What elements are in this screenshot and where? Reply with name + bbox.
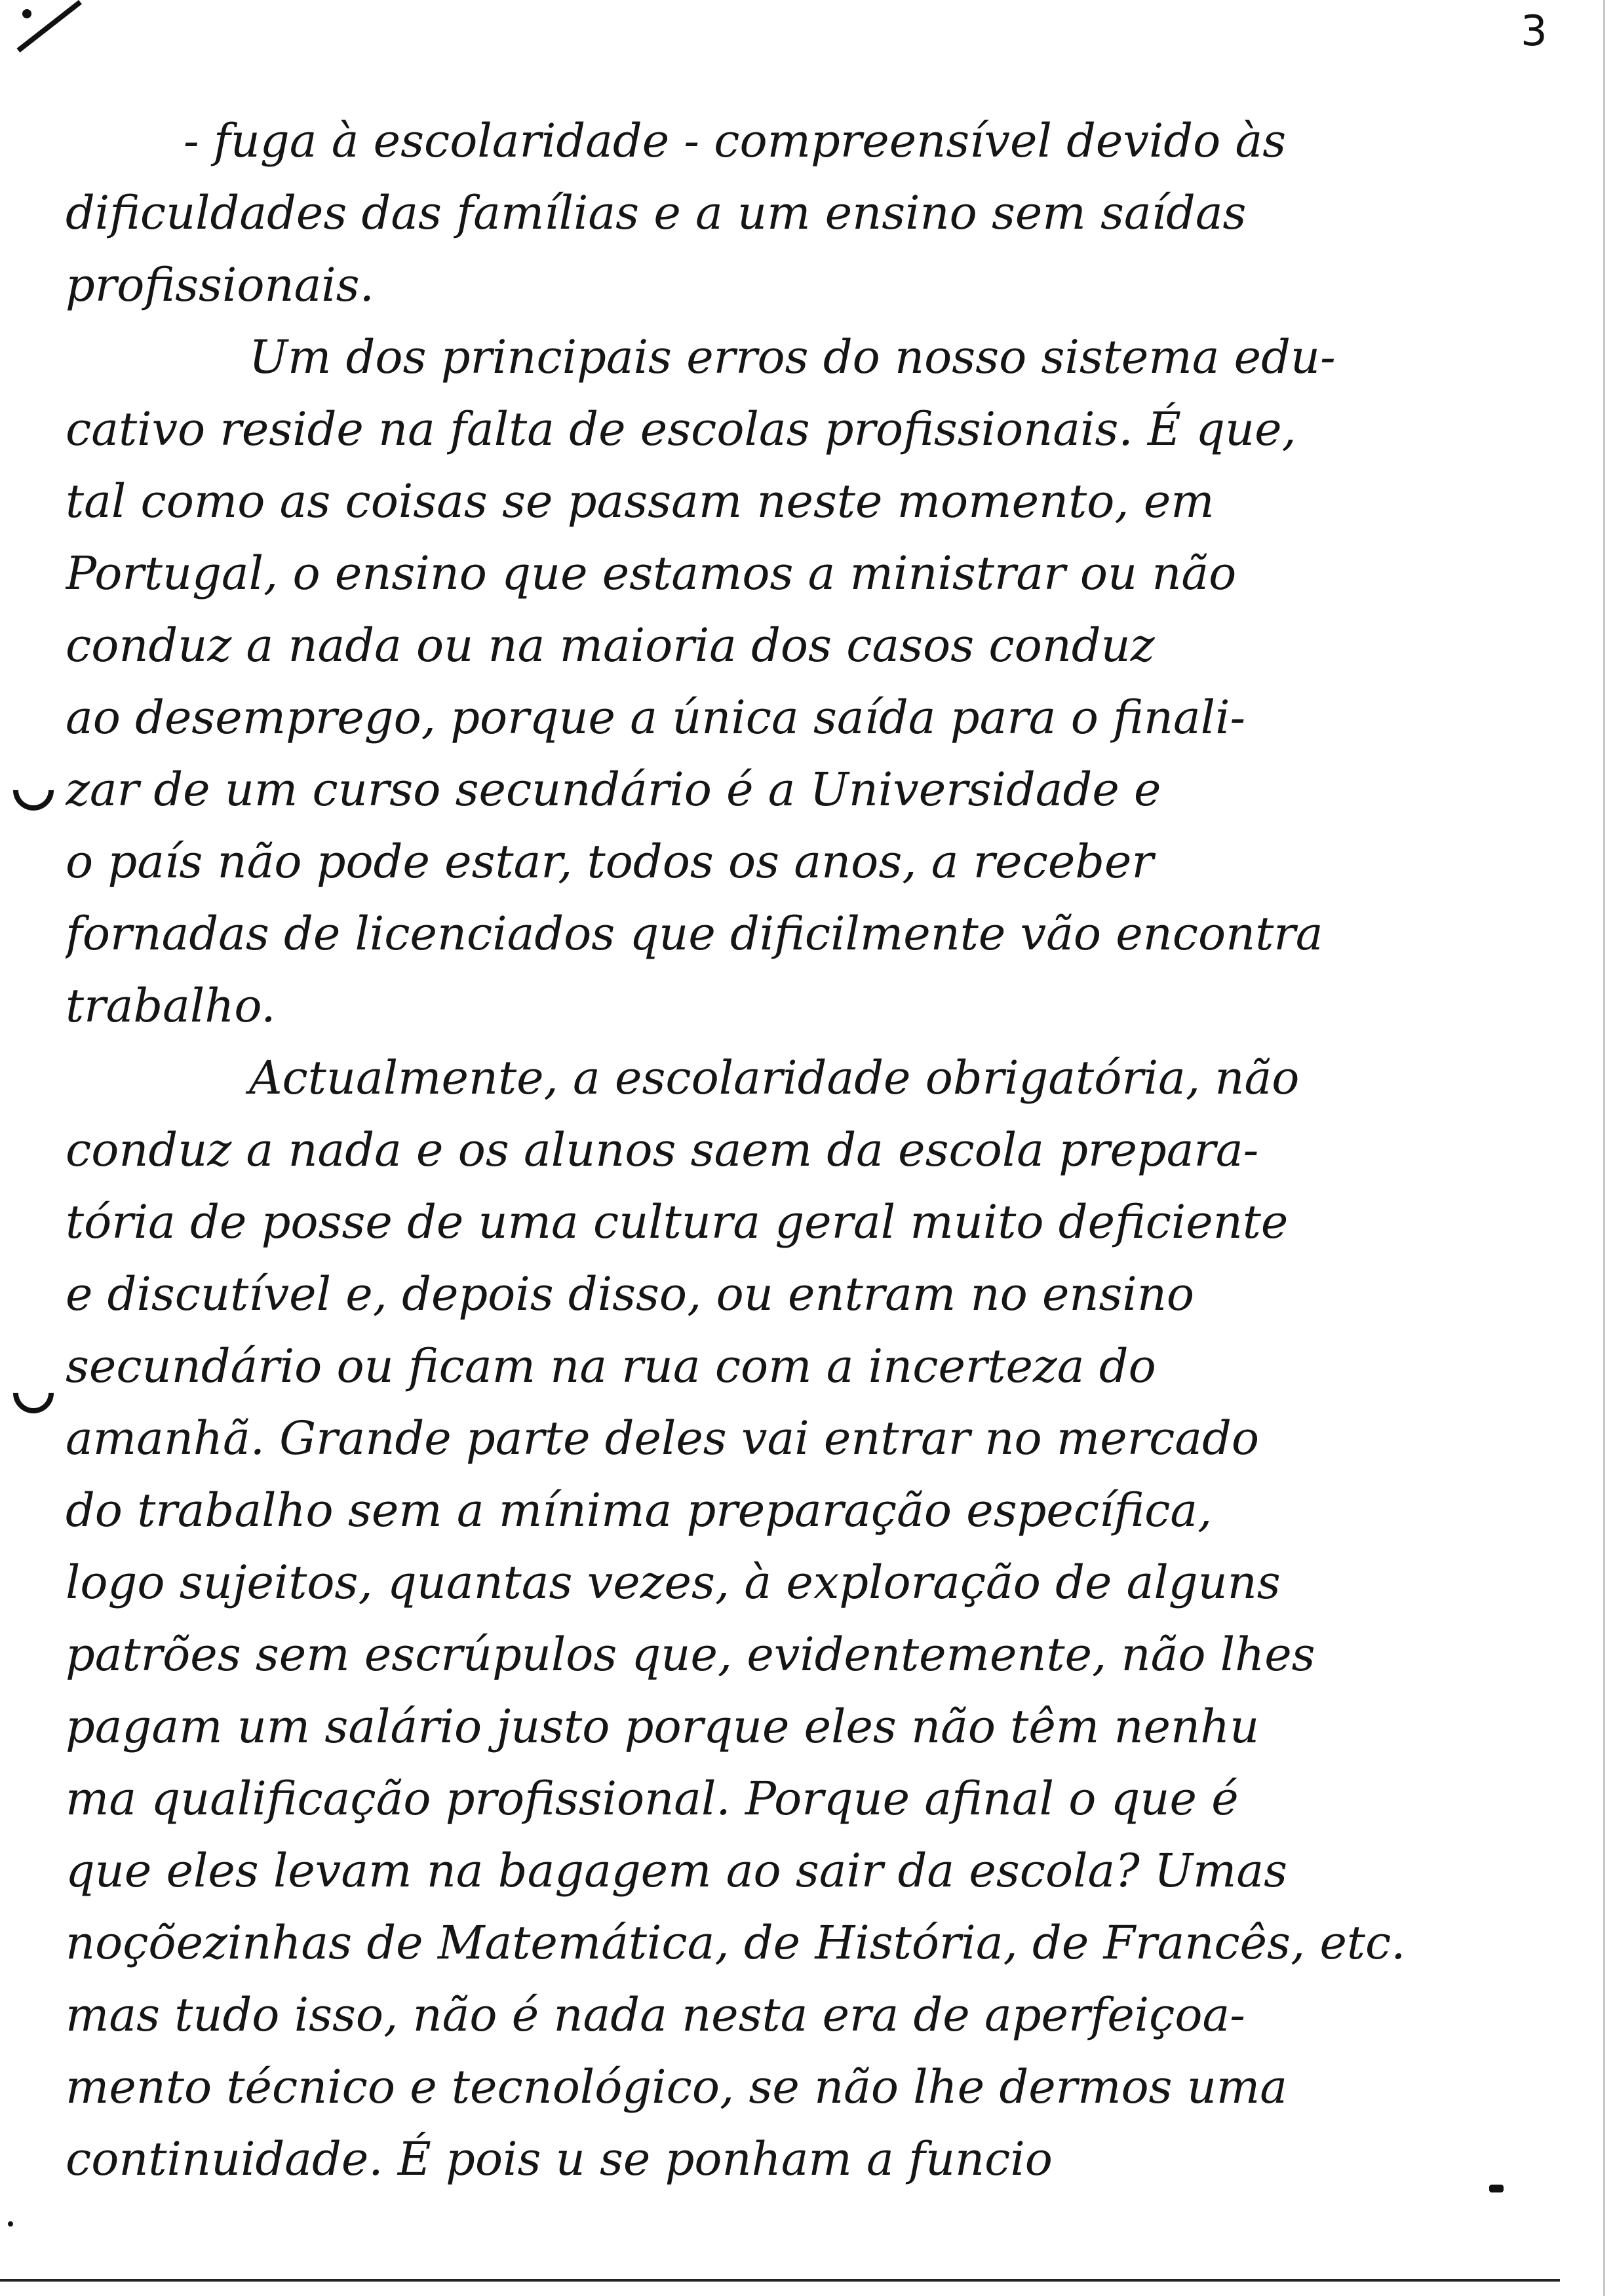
text-line: conduz a nada e os alunos saem da escola prepara- bbox=[66, 1123, 1259, 1177]
text-line: dificuldades das famílias e a um ensino sem saídas bbox=[66, 186, 1247, 240]
text-line: secundário ou ficam na rua com a incerteza do bbox=[66, 1339, 1156, 1393]
text-line: Actualmente, a escolaridade obrigatória, não bbox=[249, 1051, 1300, 1105]
text-line: que eles levam na bagagem ao sair da escola? Umas bbox=[66, 1844, 1288, 1898]
text-line: pagam um salário justo porque eles não têm nenhu bbox=[66, 1700, 1260, 1753]
text-line: profissionais. bbox=[66, 258, 374, 312]
text-line: patrões sem escrúpulos que, evidentemente, não lhes bbox=[66, 1628, 1315, 1681]
text-line: mento técnico e tecnológico, se não lhe dermos uma bbox=[66, 2060, 1288, 2114]
text-line: continuidade. É pois u se ponham a funcio bbox=[66, 2132, 1053, 2186]
corner-dot-mark bbox=[22, 9, 31, 18]
text-line: tória de posse de uma cultura geral muito deficiente bbox=[66, 1195, 1289, 1249]
text-line: tal como as coisas se passam neste momento, em bbox=[66, 474, 1215, 528]
text-line: - fuga à escolaridade - compreensível devido às bbox=[184, 114, 1287, 168]
text-line: Portugal, o ensino que estamos a ministrar ou não bbox=[66, 546, 1237, 600]
text-line: amanhã. Grande parte deles vai entrar no mercado bbox=[66, 1411, 1260, 1465]
text-line: cativo reside na falta de escolas profissionais. É que, bbox=[66, 402, 1296, 456]
text-line: ao desemprego, porque a única saída para o finali- bbox=[66, 691, 1246, 744]
bottom-rule bbox=[0, 2279, 1560, 2282]
page-number: 3 bbox=[1521, 7, 1547, 56]
margin-curve-mark bbox=[5, 761, 62, 819]
stray-ink-mark bbox=[1489, 2185, 1504, 2192]
text-line: o país não pode estar, todos os anos, a receber bbox=[66, 835, 1154, 889]
margin-curve-mark bbox=[5, 1364, 62, 1422]
text-line: noçõezinhas de Matemática, de História, de Francês, etc. bbox=[66, 1916, 1406, 1970]
handwritten-text-body bbox=[66, 105, 1586, 2195]
text-line: ma qualificação profissional. Porque afinal o que é bbox=[66, 1772, 1239, 1826]
text-line: conduz a nada ou na maioria dos casos conduz bbox=[66, 619, 1155, 672]
text-line: do trabalho sem a mínima preparação específica, bbox=[66, 1483, 1213, 1537]
small-ink-dot bbox=[8, 2221, 13, 2227]
text-line: fornadas de licenciados que dificilmente vão encontra bbox=[66, 907, 1323, 961]
right-margin-rule bbox=[1603, 0, 1605, 2296]
text-line: logo sujeitos, quantas vezes, à exploração de alguns bbox=[66, 1556, 1281, 1609]
text-line: Um dos principais erros do nosso sistema edu- bbox=[249, 330, 1336, 384]
text-line: trabalho. bbox=[66, 979, 276, 1033]
text-line: e discutível e, depois disso, ou entram no ensino bbox=[66, 1267, 1195, 1321]
corner-slash-mark bbox=[16, 0, 81, 52]
text-line: mas tudo isso, não é nada nesta era de aperfeiçoa- bbox=[66, 1988, 1245, 2042]
text-line: zar de um curso secundário é a Universidade e bbox=[66, 763, 1161, 816]
